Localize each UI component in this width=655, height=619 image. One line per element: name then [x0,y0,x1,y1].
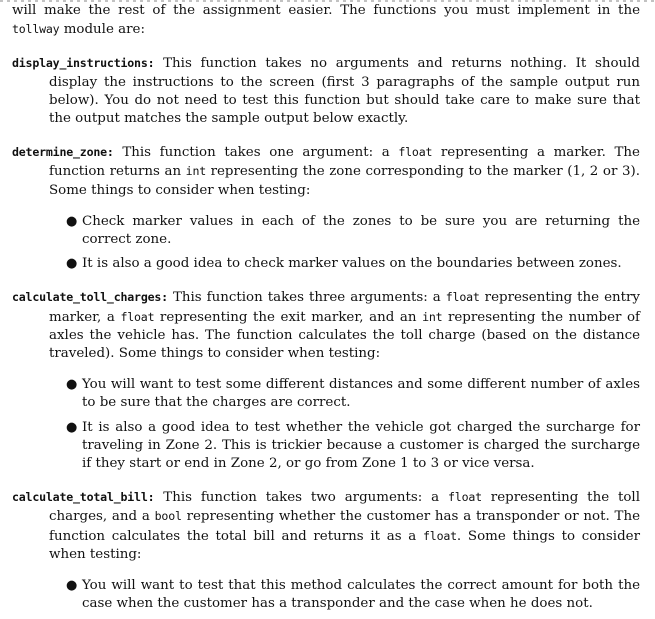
description-text: representing a marker. The function returns an [49,145,640,180]
description-text: representing the zone corresponding to the marker (1, 2 or 3). Some things to consider when testing: [49,164,640,198]
description-text: representing the entry marker, a [49,290,640,325]
intro-text-end: module are: [59,22,145,38]
module-name-code: tollway [12,22,60,37]
description-text: representing whether the customer has a transponder or not. The function calculates the total bill and returns it as a [49,509,640,544]
description-text: representing the exit marker, and an [154,309,423,325]
inline-code: int [185,164,207,179]
function-description [12,54,640,128]
inline-code: bool [154,509,182,524]
inline-code: int [422,309,443,324]
inline-code: float [445,290,480,305]
bullet-item [66,577,640,613]
bullet-item [66,213,640,249]
bullet-icon: ● [66,256,78,272]
description-text: This function takes one argument: a [122,145,399,161]
bullet-text: It is also a good idea to test whether the vehicle got charged the surcharge for traveling in Zone 2. This is trickier because a customer is charged the surcharge if they start or end in Zone 2, or go from Zone 1 to 3 or vice versa. [82,419,640,472]
bullet-item [66,419,640,474]
function-name: calculate_toll_charges: [12,290,168,305]
description-text: This function takes two arguments: a [163,490,449,506]
function-name: determine_zone: [12,145,114,160]
description-text: This function takes three arguments: a [172,290,446,306]
bullet-text: You will want to test some different distances and some different number of axles to be sure that the charges are correct. [82,377,640,411]
intro-paragraph [12,2,640,39]
description-text: This function takes no arguments and returns nothing. It should display the instructions to the screen (first 3 paragraphs of the sample output run below). You do not need to test this function but should take care to make sure that the output matches the sample output below exactly. [49,56,640,127]
bullet-item [66,255,640,273]
testing-bullet-list [12,376,640,473]
inline-code: float [120,309,155,324]
bullet-icon: ● [66,419,78,435]
inline-code: float [398,145,433,160]
inline-code: float [448,490,482,505]
bullet-text: Check marker values in each of the zones to be sure you are returning the correct zone. [82,213,640,248]
testing-bullet-list [12,213,640,274]
function-description [12,488,640,564]
description-text: representing the toll charges, and a [49,490,640,525]
function-description [12,143,640,200]
description-text: . Some things to consider when testing: [49,528,640,562]
function-entry [12,288,640,473]
function-list [12,54,640,613]
bullet-icon: ● [66,213,78,229]
function-entry [12,54,640,128]
function-name: display_instructions: [12,56,155,71]
assignment-text [12,2,640,619]
function-name: calculate_total_bill: [12,490,155,505]
inline-code: float [423,528,457,543]
intro-text: will make the rest of the assignment easier. The functions you must implement in the [12,3,640,18]
function-entry [12,143,640,273]
function-description [12,288,640,363]
testing-bullet-list [12,577,640,613]
bullet-icon: ● [66,578,78,594]
bullet-item [66,376,640,412]
bullet-icon: ● [66,377,78,393]
bullet-text: It is also a good idea to check marker values on the boundaries between zones. [82,256,622,272]
description-text: representing the number of axles the vehicle has. The function calculates the toll charge (based on the distance traveled). Some things to consider when testing: [49,309,641,362]
function-entry [12,488,640,613]
bullet-text: You will want to test that this method calculates the correct amount for both the case when the customer has a transponder and the case when he does not. [82,578,640,612]
